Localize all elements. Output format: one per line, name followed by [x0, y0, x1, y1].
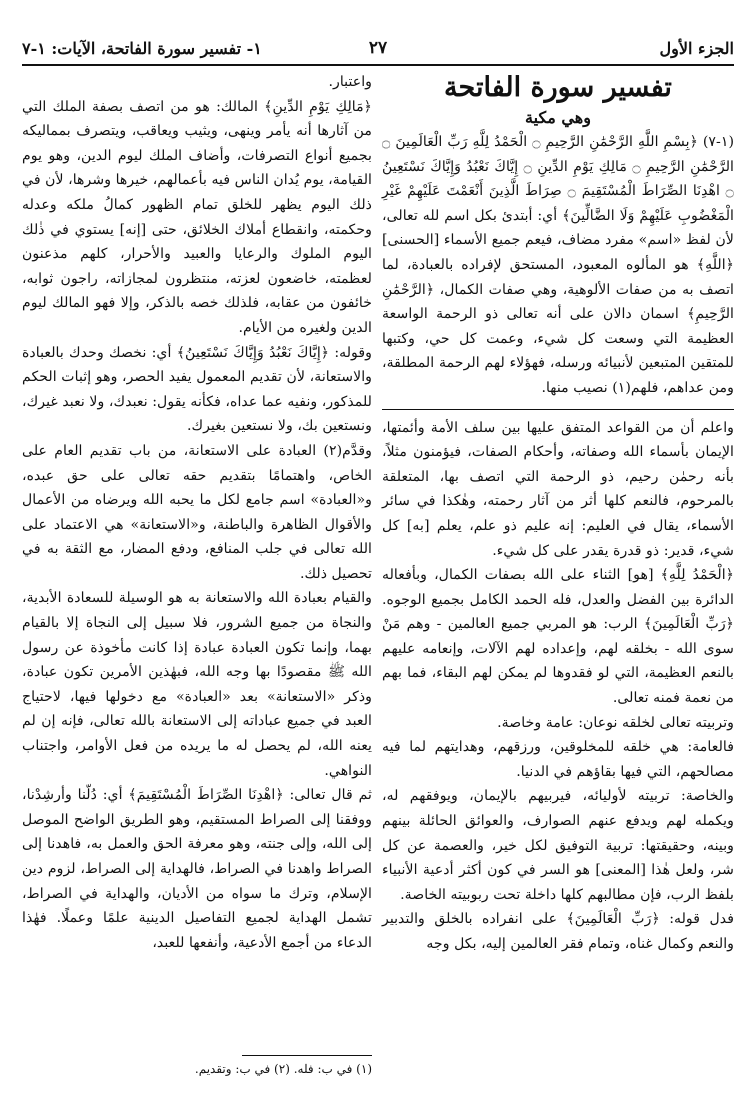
tafsir-paragraph: واعتبار. [328, 74, 372, 90]
tafsir-paragraph: ﴿مَالِكِ يَوْمِ الدِّينِ﴾ المالك: هو من اتصف بصفة الملك التي من آثارها أنه يأمر وينهى، ويثيب ويعاقب، ويتصرف بمماليكه بجميع أنواع التصرفات، وأضاف الملك ليوم الدين، وهو يوم القيامة، يوم يُدان الناس فيه بأعمالهم، خيرها وشرها، لأن في ذلك اليوم يظهر للخلق تمام الظهور كمالُ ملكه وعدله وحكمته، وانقطاع أملاك الخلائق، حتى [إنه] يستوي في ذٰلك اليوم الملوك والرعايا والعبيد والأحرار، كلهم مذعنون لعظمته، خاضعون لعزته، منتظرون لمجازاته، راجون ثوابه، خائفون من عقابه، فلذلك خصه بالذكر، وإلا فهو المالك ليوم الدين ولغيره من الأيام. [22, 98, 372, 336]
section-divider [382, 409, 734, 410]
tafsir-paragraph: فدل قوله: ﴿رَبِّ الْعَالَمِينَ﴾ على انفراده بالخلق والتدبير والنعم وكمال غناه، وتمام فقر العالمين إليه، بكل وجه [382, 911, 734, 952]
tafsir-paragraph: ﴿الْحَمْدُ لِلَّهِ﴾ [هو] الثناء على الله بصفات الكمال، وبأفعاله الدائرة بين الفضل والعدل، فله الحمد الكامل بجميع الوجوه. ﴿رَبِّ الْعَالَمِينَ﴾ الرب: هو المربي جميع العالمين - وهم مَنْ سوى الله - بخلقه لهم، وإعداده لهم الآلات، وإنعامه عليهم بالنعم العظيمة، التي لو فقدوها لم يمكن لهم البقاء، فما بهم من نعمة فمنه تعالى. [382, 567, 734, 707]
tafsir-paragraph: فالعامة: هي خلقه للمخلوقين، ورزقهم، وهدايتهم لما فيه مصالحهم، التي فيها بقاؤهم في الدنيا. [382, 739, 734, 780]
page-number: ٢٧ [368, 38, 388, 58]
tafsir-paragraph: وقدَّم(٢) العبادة على الاستعانة، من باب تقديم العام على الخاص، واهتمامًا بتقديم حقه تعالى على حق عبده، و«العبادة» اسم جامع لكل ما يحبه الله ويرضاه من الأعمال والأقوال الظاهرة والباطنة، و«الاستعانة» هي الاعتماد على الله تعالى في جلب المنافع، ودفع المضار، مع الثقة به في تحصيل ذلك. [22, 442, 372, 582]
left-column [22, 70, 372, 955]
running-header [22, 36, 734, 60]
tafsir-paragraph: واعلم أن من القواعد المتفق عليها بين سلف الأمة وأئمتها، الإيمان بأسماء الله وصفاته، وأحكام الصفات، فيؤمنون مثلاً، بأنه رحمٰن رحيم، ذو الرحمة التي اتصف بها، المتعلقة بالمرحوم، فالنعم كلها أثر من آثار رحمته، وهٰكذا في سائر الأسماء، يقال في العليم: إنه عليم ذو علم، يعلم [به] كل شيء، قدير: ذو قدرة يقدر على كل شيء. [382, 419, 734, 559]
tafsir-paragraph: والقيام بعبادة الله والاستعانة به هو الوسيلة للسعادة الأبدية، والنجاة من جميع الشرور، فلا سبيل إلى النجاة إلا بالقيام بهما، وإنما تكون العبادة عبادة إذا كانت مأخوذة عن رسول الله ﷺ مقصودًا بها وجه الله، فبهٰذين الأمرين تكون عبادة، وذكر «الاستعانة» بعد «العبادة» مع دخولها فيها، لاحتياج العبد في جميع عباداته إلى الاستعانة بالله تعالى، فإنه إن لم يعنه الله، لم يحصل له ما يريده من فعل الأوامر، واجتناب النواهي. [22, 590, 372, 779]
tafsir-paragraph: ثم قال تعالى: ﴿اهْدِنَا الصِّرَاطَ الْمُسْتَقِيمَ﴾ أي: دُلّنا وأرشِدْنا، ووفقنا إلى الصراط المستقيم، وهو الطريق الواضح الموصل إلى الله، وإلى جنته، وهو معرفة الحق والعمل به، فاهدنا إلى الصراط واهدنا في الصراط، فالهداية إلى الصراط، لزوم دين الإسلام، وترك ما سواه من الأديان، والهداية في الصراط، تشمل الهداية لجميع التفاصيل الدينية علمًا وعملًا. فهٰذا الدعاء من أجمع الأدعية، وأنفعها للعبد، [22, 787, 372, 951]
tafsir-paragraph: (١-٧) ﴿بِسْمِ اللَّهِ الرَّحْمَٰنِ الرَّحِيمِ ۝ الْحَمْدُ لِلَّهِ رَبِّ الْعَالَمِينَ ۝ الرَّحْمَٰنِ الرَّحِيمِ ۝ مَالِكِ يَوْمِ الدِّينِ ۝ إِيَّاكَ نَعْبُدُ وَإِيَّاكَ نَسْتَعِينُ ۝ اهْدِنَا الصِّرَاطَ الْمُسْتَقِيمَ ۝ صِرَاطَ الَّذِينَ أَنْعَمْتَ عَلَيْهِمْ غَيْرِ الْمَغْضُوبِ عَلَيْهِمْ وَلَا الضَّالِّينَ﴾ أي: أبتدئ بكل اسم لله تعالى، لأن لفظ «اسم» مفرد مضاف، فيعم جميع الأسماء [الحسنى] ﴿اللَّهِ﴾ هو المألوه المعبود، المستحق لإفراده بالعبادة، لما اتصف به من صفات الألوهية، وهي صفات الكمال، ﴿الرَّحْمَٰنِ الرَّحِيمِ﴾ اسمان دالان على أنه تعالى ذو الرحمة الواسعة العظيمة التي وسعت كل شيء، وعمت كل حي، وكتبها للمتقين المتبعين لأنبيائه ورسله، فهؤلاء لهم الرحمة المطلقة، ومن عداهم، فلهم(١) نصيب منها. [382, 134, 734, 396]
tafsir-paragraph: والخاصة: تربيته لأوليائه، فيربيهم بالإيمان، ويوفقهم له، ويكمله لهم ويدفع عنهم الصوارف، والعوائق الحائلة بينهم وبينه، وحقيقتها: تربية التوفيق لكل خير، والعصمة عن كل شر، ولعل هٰذا [المعنى] هو السر في كون أكثر أدعية الأنبياء بلفظ الرب، فإن مطالبهم كلها داخلة تحت ربوبيته الخاصة. [382, 788, 734, 903]
surah-title: تفسير سورة الفاتحة [444, 72, 672, 103]
footnotes: (١) في ب: فله. (٢) في ب: وتقديم. [194, 1062, 372, 1076]
tafsir-paragraph: وتربيته تعالى لخلقه نوعان: عامة وخاصة. [497, 714, 734, 731]
part-label: الجزء الأول [659, 38, 734, 58]
tafsir-paragraph: وقوله: ﴿إِيَّاكَ نَعْبُدُ وَإِيَّاكَ نَسْتَعِينُ﴾ أي: نخصك وحدك بالعبادة والاستعانة، لأن تقديم المعمول يفيد الحصر، وهو إثبات الحكم للمذكور، ونفيه عما عداه، فكأنه يقول: نعبدك، ولا نعبد غيرك، ونستعين بك، ولا نستعين بغيرك. [22, 344, 372, 435]
chapter-label: ١- تفسير سورة الفاتحة، الآيات: ١-٧ [22, 38, 262, 58]
header-divider [22, 64, 734, 66]
footnote-divider [242, 1055, 372, 1056]
surah-subtitle: وهي مكية [525, 108, 591, 127]
right-column [382, 70, 734, 957]
